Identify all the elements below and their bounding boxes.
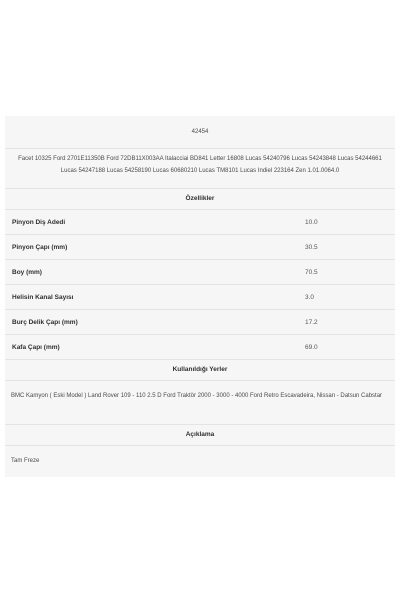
specs-header-row [5, 188, 395, 209]
cross-reference-text: Facet 10325 Ford 2701E11350B Ford 72DB11X003AA Italacciai BD841 Letter 16808 Lucas 54240796 Lucas 54243848 Lucas 54244661 Lucas 54247188 Lucas 54258190 Lucas 60680210 Lucas TM8101 Lucas Indiel 223164 Zen 1.01.0064.0 [18, 156, 382, 174]
description-header-row [5, 424, 395, 445]
usage-row [5, 380, 395, 424]
spec-value: 17.2 [305, 319, 318, 326]
product-code-row [5, 116, 395, 148]
description-title: Açıklama [185, 431, 215, 438]
cross-reference-row [5, 148, 395, 188]
spec-label: Kafa Çapı (mm) [12, 344, 60, 351]
specs-title: Özellikler [185, 195, 215, 202]
spec-row [5, 234, 395, 259]
spec-value: 3.0 [305, 294, 315, 301]
usage-text: BMC Kamyon ( Eski Model ) Land Rover 109 - 110 2.5 D Ford Traktör 2000 - 3000 - 4000 Ford Retro Escavadeira, Nissan - Datsun Cabstar [11, 393, 383, 399]
description-text: Tam Freze [11, 458, 40, 464]
spec-label: Boy (mm) [12, 269, 42, 276]
spec-value: 70.5 [305, 269, 318, 276]
product-code: 42454 [191, 129, 209, 135]
spec-value: 69.0 [305, 344, 318, 351]
spec-label: Pinyon Diş Adedi [12, 219, 66, 226]
description-row [5, 445, 395, 477]
spec-label: Pinyon Çapı (mm) [12, 244, 68, 251]
spec-row [5, 284, 395, 309]
spec-label: Helisin Kanal Sayısı [12, 294, 74, 301]
spec-row [5, 334, 395, 359]
product-detail-panel [5, 116, 395, 477]
spec-value: 10.0 [305, 219, 318, 226]
spec-row [5, 209, 395, 234]
spec-row [5, 259, 395, 284]
spec-row [5, 309, 395, 334]
usage-title: Kullanıldığı Yerler [172, 366, 228, 373]
usage-header-row [5, 359, 395, 380]
spec-value: 30.5 [305, 244, 318, 251]
spec-label: Burç Delik Çapı (mm) [12, 319, 78, 326]
